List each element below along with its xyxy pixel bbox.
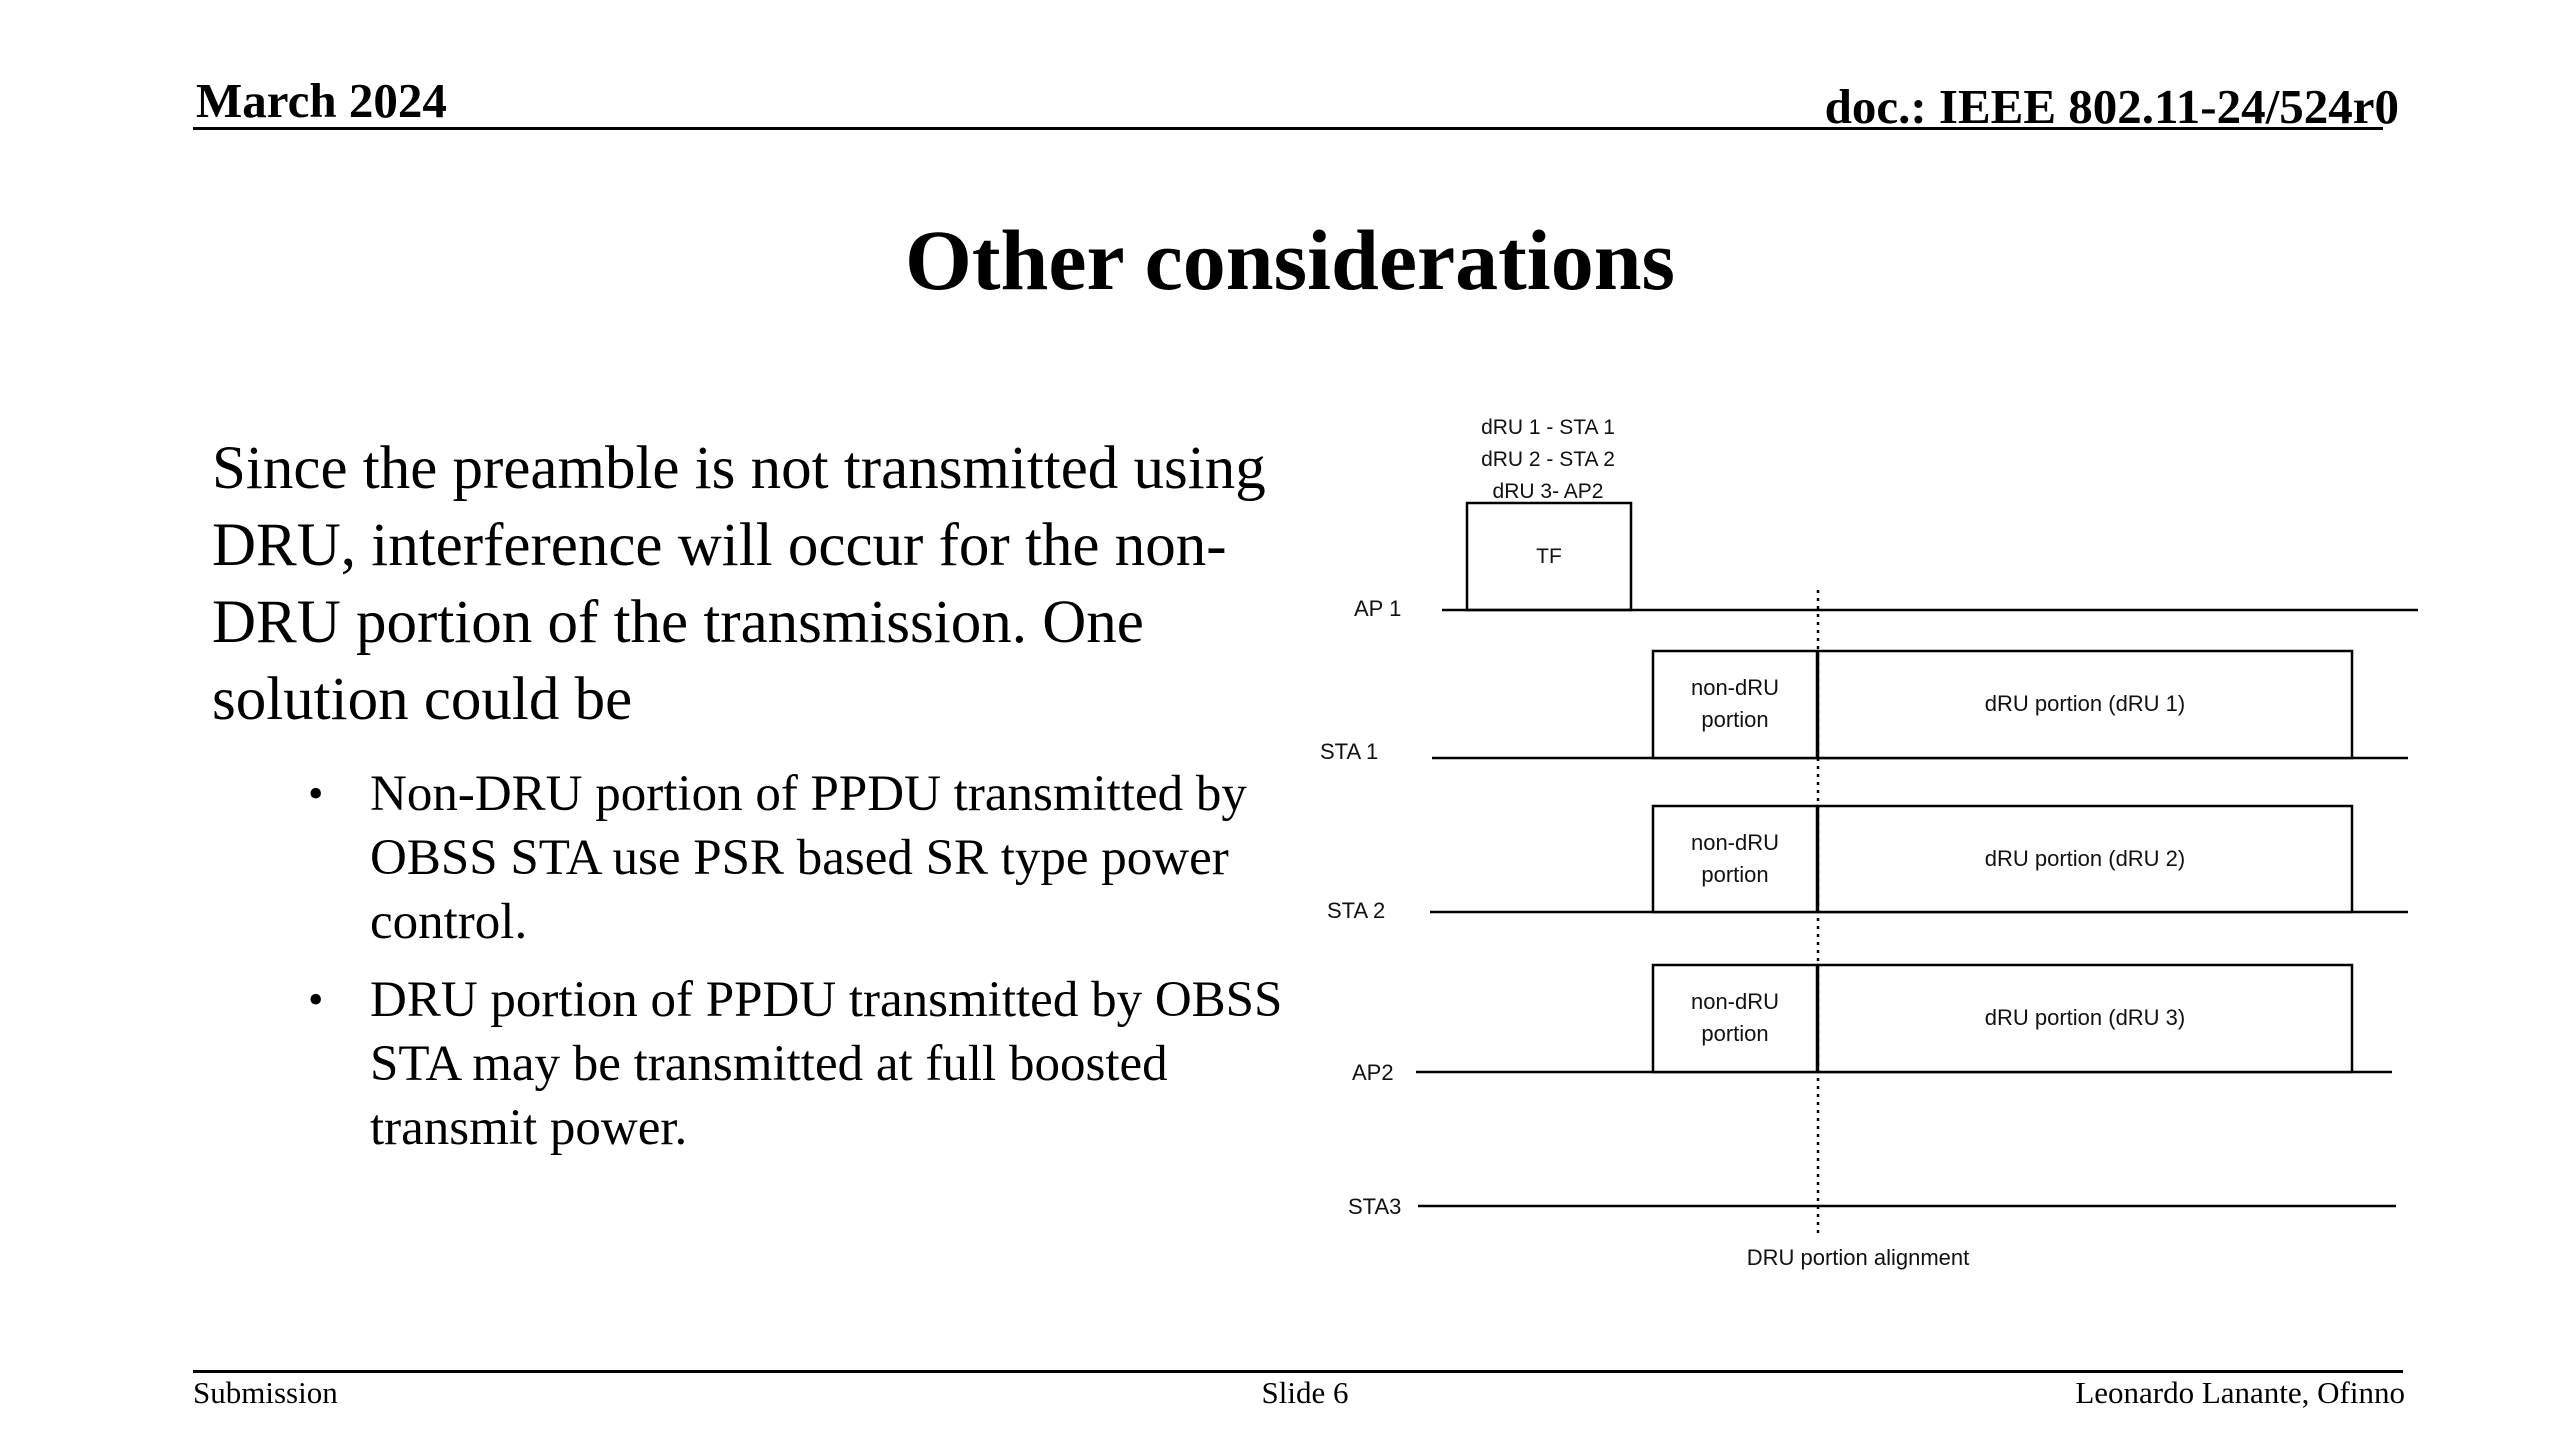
row-label-ap2: AP2 <box>1352 1060 1394 1085</box>
row-label-sta2: STA 2 <box>1327 898 1386 923</box>
row-label-sta1: STA 1 <box>1320 739 1379 764</box>
tf-label-3: dRU 3- AP2 <box>1492 480 1604 503</box>
non-dru-label-line2: portion <box>1701 707 1769 732</box>
non-dru-label-line1: non-dRU <box>1690 675 1780 700</box>
slide-title: Other considerations <box>904 212 1675 308</box>
header-document-id: doc.: IEEE 802.11-24/524r0 <box>1824 79 2399 134</box>
non-dru-box-ap2 <box>1653 965 1817 1072</box>
bullet-dot-icon: • <box>308 975 324 1024</box>
footer-submission: Submission <box>193 1375 338 1410</box>
tf-label-1: dRU 1 - STA 1 <box>1481 416 1615 439</box>
row-label-ap1: AP 1 <box>1354 596 1402 621</box>
dru-label-ap2: dRU portion (dRU 3) <box>1984 1005 2186 1030</box>
row-label-sta3: STA3 <box>1348 1194 1402 1219</box>
non-dru-label-line2: portion <box>1701 1021 1769 1046</box>
dru-label-sta1: dRU portion (dRU 1) <box>1984 691 2186 716</box>
non-dru-label-line1: non-dRU <box>1690 830 1780 855</box>
intro-paragraph: Since the preamble is not transmitted using DRU, interference will occur for the non-DRU portion of the transmission. One solution could be <box>212 435 1266 733</box>
bullet-text: Non-DRU portion of PPDU transmitted by OBSS STA use PSR based SR type power control. <box>370 766 1247 950</box>
non-dru-box-sta2 <box>1653 806 1817 912</box>
footer-rule <box>193 1370 2403 1373</box>
header-date: March 2024 <box>196 73 447 128</box>
bullet-text: DRU portion of PPDU transmitted by OBSS STA may be transmitted at full boosted transmit power. <box>370 972 1283 1156</box>
alignment-label: DRU portion alignment <box>1746 1245 1970 1270</box>
non-dru-box-sta1 <box>1653 651 1817 758</box>
tf-label-2: dRU 2 - STA 2 <box>1481 448 1615 471</box>
dru-label-sta2: dRU portion (dRU 2) <box>1984 846 2186 871</box>
non-dru-label-line1: non-dRU <box>1690 989 1780 1014</box>
footer-slide-number: Slide 6 <box>1261 1375 1349 1410</box>
tf-box-label: TF <box>1536 545 1562 568</box>
non-dru-label-line2: portion <box>1701 862 1769 887</box>
bullet-dot-icon: • <box>308 769 324 818</box>
footer-author: Leonardo Lanante, Ofinno <box>2075 1375 2405 1410</box>
